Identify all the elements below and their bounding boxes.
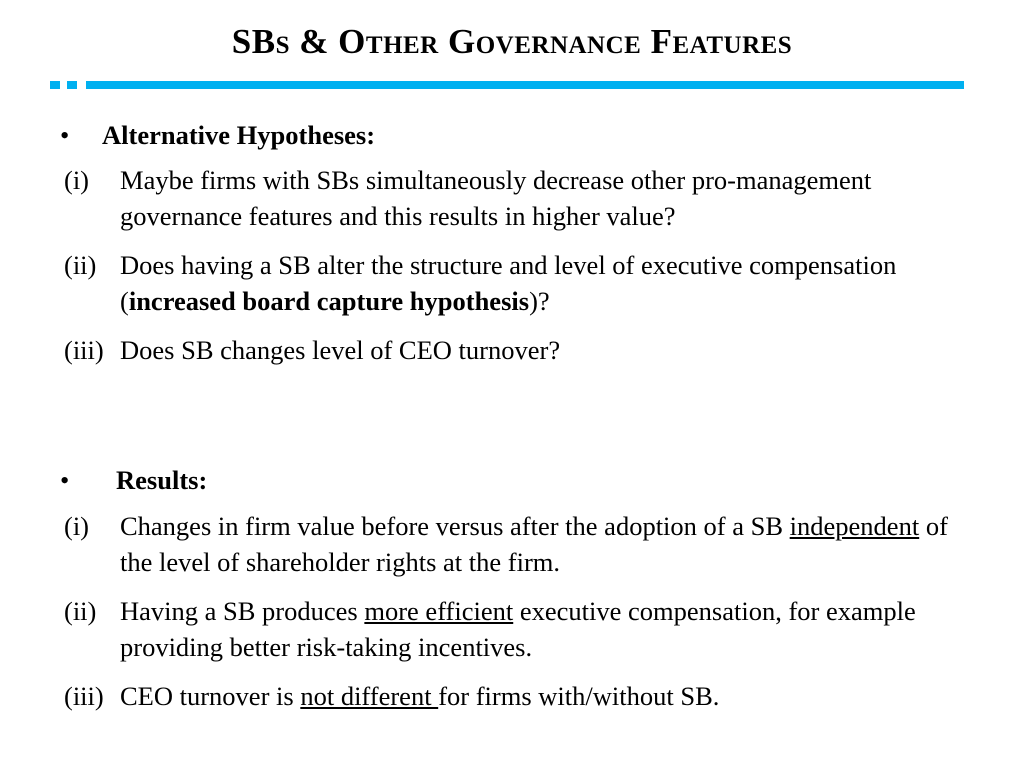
hypothesis-item bbox=[56, 162, 976, 234]
item-text-underlined: independent bbox=[789, 511, 920, 541]
item-text: Does SB changes level of CEO turnover? bbox=[120, 335, 561, 365]
results-section bbox=[56, 462, 976, 714]
item-text-end: )? bbox=[529, 286, 550, 316]
item-text-underlined: more efficient bbox=[364, 596, 514, 626]
item-text-underlined: not different bbox=[300, 681, 439, 711]
title-rule-dot bbox=[50, 81, 60, 89]
item-text: Maybe firms with SBs simultaneously decrease other pro-management governance features and this results in higher value? bbox=[120, 165, 872, 231]
item-text: CEO turnover is bbox=[120, 681, 301, 711]
item-text-bold: increased board capture hypothesis bbox=[128, 286, 530, 316]
hypothesis-item bbox=[56, 247, 976, 319]
hypotheses-section bbox=[56, 117, 976, 368]
results-heading: Results: bbox=[116, 465, 208, 495]
result-item bbox=[56, 593, 976, 665]
item-number: (i) bbox=[64, 165, 90, 195]
hypotheses-heading-line bbox=[56, 117, 976, 153]
item-number: (ii) bbox=[64, 596, 97, 626]
hypothesis-item bbox=[56, 332, 976, 368]
item-number: (ii) bbox=[64, 250, 97, 280]
item-text: Having a SB produces bbox=[120, 596, 365, 626]
item-number: (iii) bbox=[64, 681, 104, 711]
title-rule-dot bbox=[67, 81, 77, 89]
item-text: Changes in firm value before versus after the adoption of a SB bbox=[120, 511, 790, 541]
bullet-dot: • bbox=[60, 465, 70, 495]
item-text: Does having a SB alter the structure and level of executive compensation ( bbox=[120, 250, 897, 316]
item-number: (iii) bbox=[64, 335, 104, 365]
results-heading-line bbox=[56, 462, 976, 498]
item-text-end: executive compensation, for example providing better risk-taking incentives. bbox=[120, 596, 916, 662]
slide-title: SBs & Other Governance Features bbox=[231, 22, 793, 61]
hypotheses-heading: Alternative Hypotheses: bbox=[102, 120, 376, 150]
item-number: (i) bbox=[64, 511, 90, 541]
item-text-end: of the level of shareholder rights at the firm. bbox=[120, 511, 948, 577]
result-item bbox=[56, 508, 976, 580]
item-text-end: for firms with/without SB. bbox=[438, 681, 720, 711]
bullet-dot: • bbox=[60, 120, 70, 150]
title-rule bbox=[86, 81, 964, 89]
result-item bbox=[56, 678, 976, 714]
